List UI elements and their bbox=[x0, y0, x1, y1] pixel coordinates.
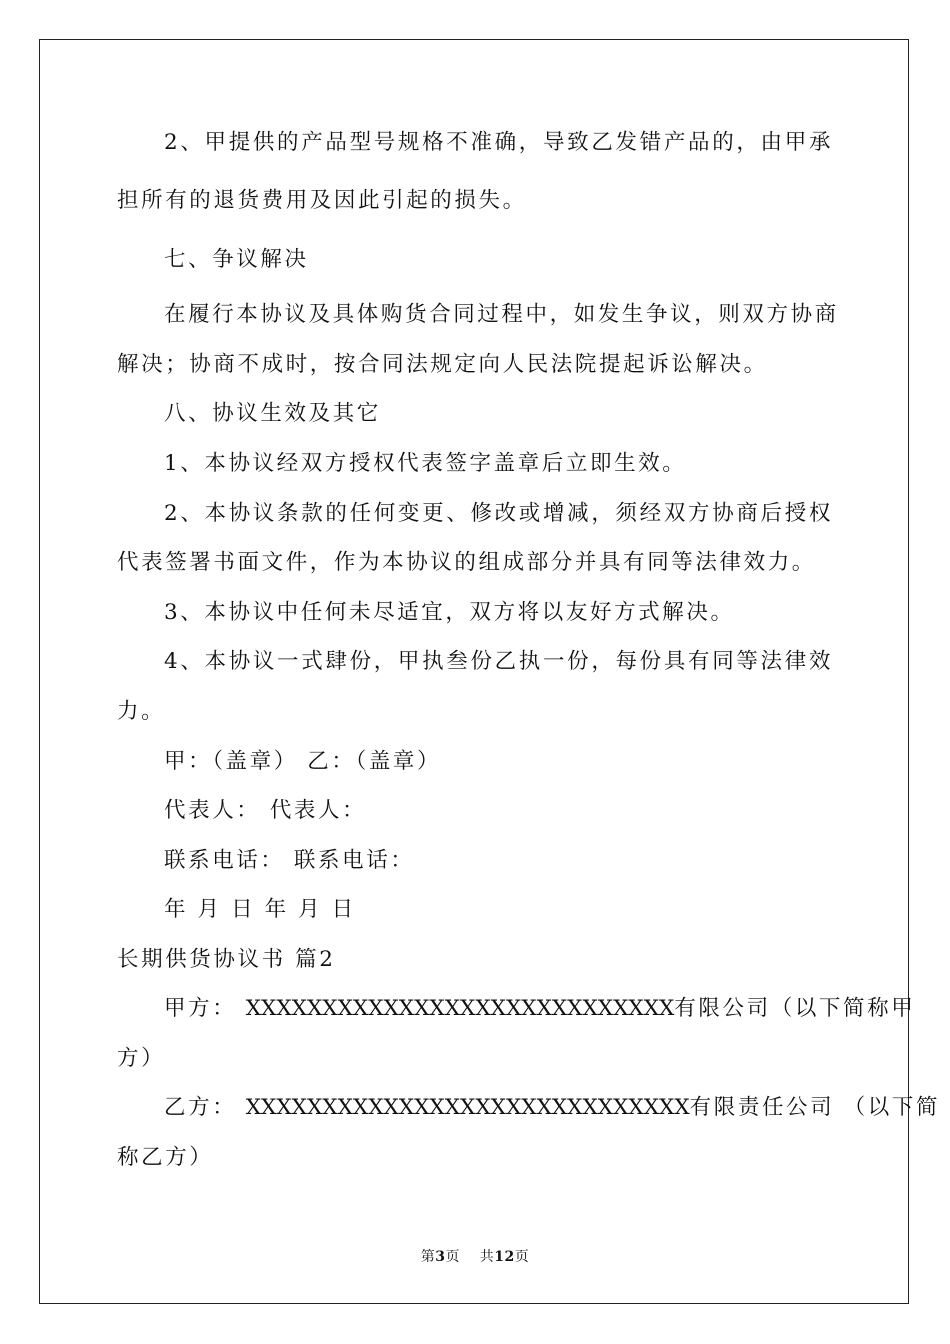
paragraph-line: 解决；协商不成时，按合同法规定向人民法院提起诉讼解决。 bbox=[117, 352, 768, 377]
total-prefix: 共 bbox=[479, 1249, 495, 1265]
party-b-label: 乙方： bbox=[164, 1095, 237, 1120]
party-b-continuation: 称乙方） bbox=[117, 1145, 214, 1170]
signature-line: 甲：（盖章） 乙：（盖章） bbox=[164, 749, 442, 774]
party-b-line bbox=[164, 1093, 941, 1123]
signature-line: 联系电话： 联系电话： bbox=[164, 848, 415, 873]
total-unit: 页 bbox=[514, 1249, 530, 1265]
paragraph-line: 力。 bbox=[117, 699, 166, 724]
paragraph-line: 1、本协议经双方授权代表签字盖章后立即生效。 bbox=[164, 451, 687, 476]
paragraph-line: 4、本协议一式肆份，甲执叁份乙执一份，每份具有同等法律效 bbox=[164, 649, 833, 674]
page-current: 3 bbox=[435, 1249, 446, 1265]
page-unit: 页 bbox=[445, 1249, 460, 1265]
party-a-line bbox=[164, 994, 916, 1024]
party-a-continuation: 方） bbox=[117, 1046, 166, 1071]
page-prefix: 第 bbox=[420, 1249, 436, 1265]
party-a-label: 甲方： bbox=[164, 996, 237, 1021]
party-a-suffix: 有限公司（以下简称甲 bbox=[674, 996, 916, 1021]
party-b-suffix: 有限责任公司 （以下简 bbox=[689, 1095, 941, 1120]
paragraph-line: 2、甲提供的产品型号规格不准确，导致乙发错产品的，由甲承 bbox=[164, 130, 833, 155]
paragraph-line: 代表签署书面文件，作为本协议的组成部分并具有同等法律效力。 bbox=[117, 550, 816, 575]
paragraph-line: 在履行本协议及具体购货合同过程中，如发生争议，则双方协商 bbox=[164, 302, 839, 327]
paragraph-line: 3、本协议中任何未尽适宜，双方将以友好方式解决。 bbox=[164, 600, 735, 625]
paragraph-line: 2、本协议条款的任何变更、修改或增减，须经双方协商后授权 bbox=[164, 501, 833, 526]
page-total: 12 bbox=[494, 1249, 515, 1265]
page-footer bbox=[0, 1246, 950, 1266]
signature-line: 代表人： 代表人： bbox=[164, 798, 367, 823]
section-heading: 七、争议解决 bbox=[164, 247, 309, 272]
section-heading: 八、协议生效及其它 bbox=[164, 401, 381, 426]
party-b-name: XXXXXXXXXXXXXXXXXXXXXXXXXXXXX bbox=[245, 1095, 690, 1120]
section-title: 长期供货协议书 篇2 bbox=[117, 947, 336, 972]
date-line: 年 月 日 年 月 日 bbox=[164, 897, 356, 922]
paragraph-line: 担所有的退货费用及因此引起的损失。 bbox=[117, 188, 527, 213]
party-a-name: XXXXXXXXXXXXXXXXXXXXXXXXXXXX bbox=[245, 996, 675, 1021]
